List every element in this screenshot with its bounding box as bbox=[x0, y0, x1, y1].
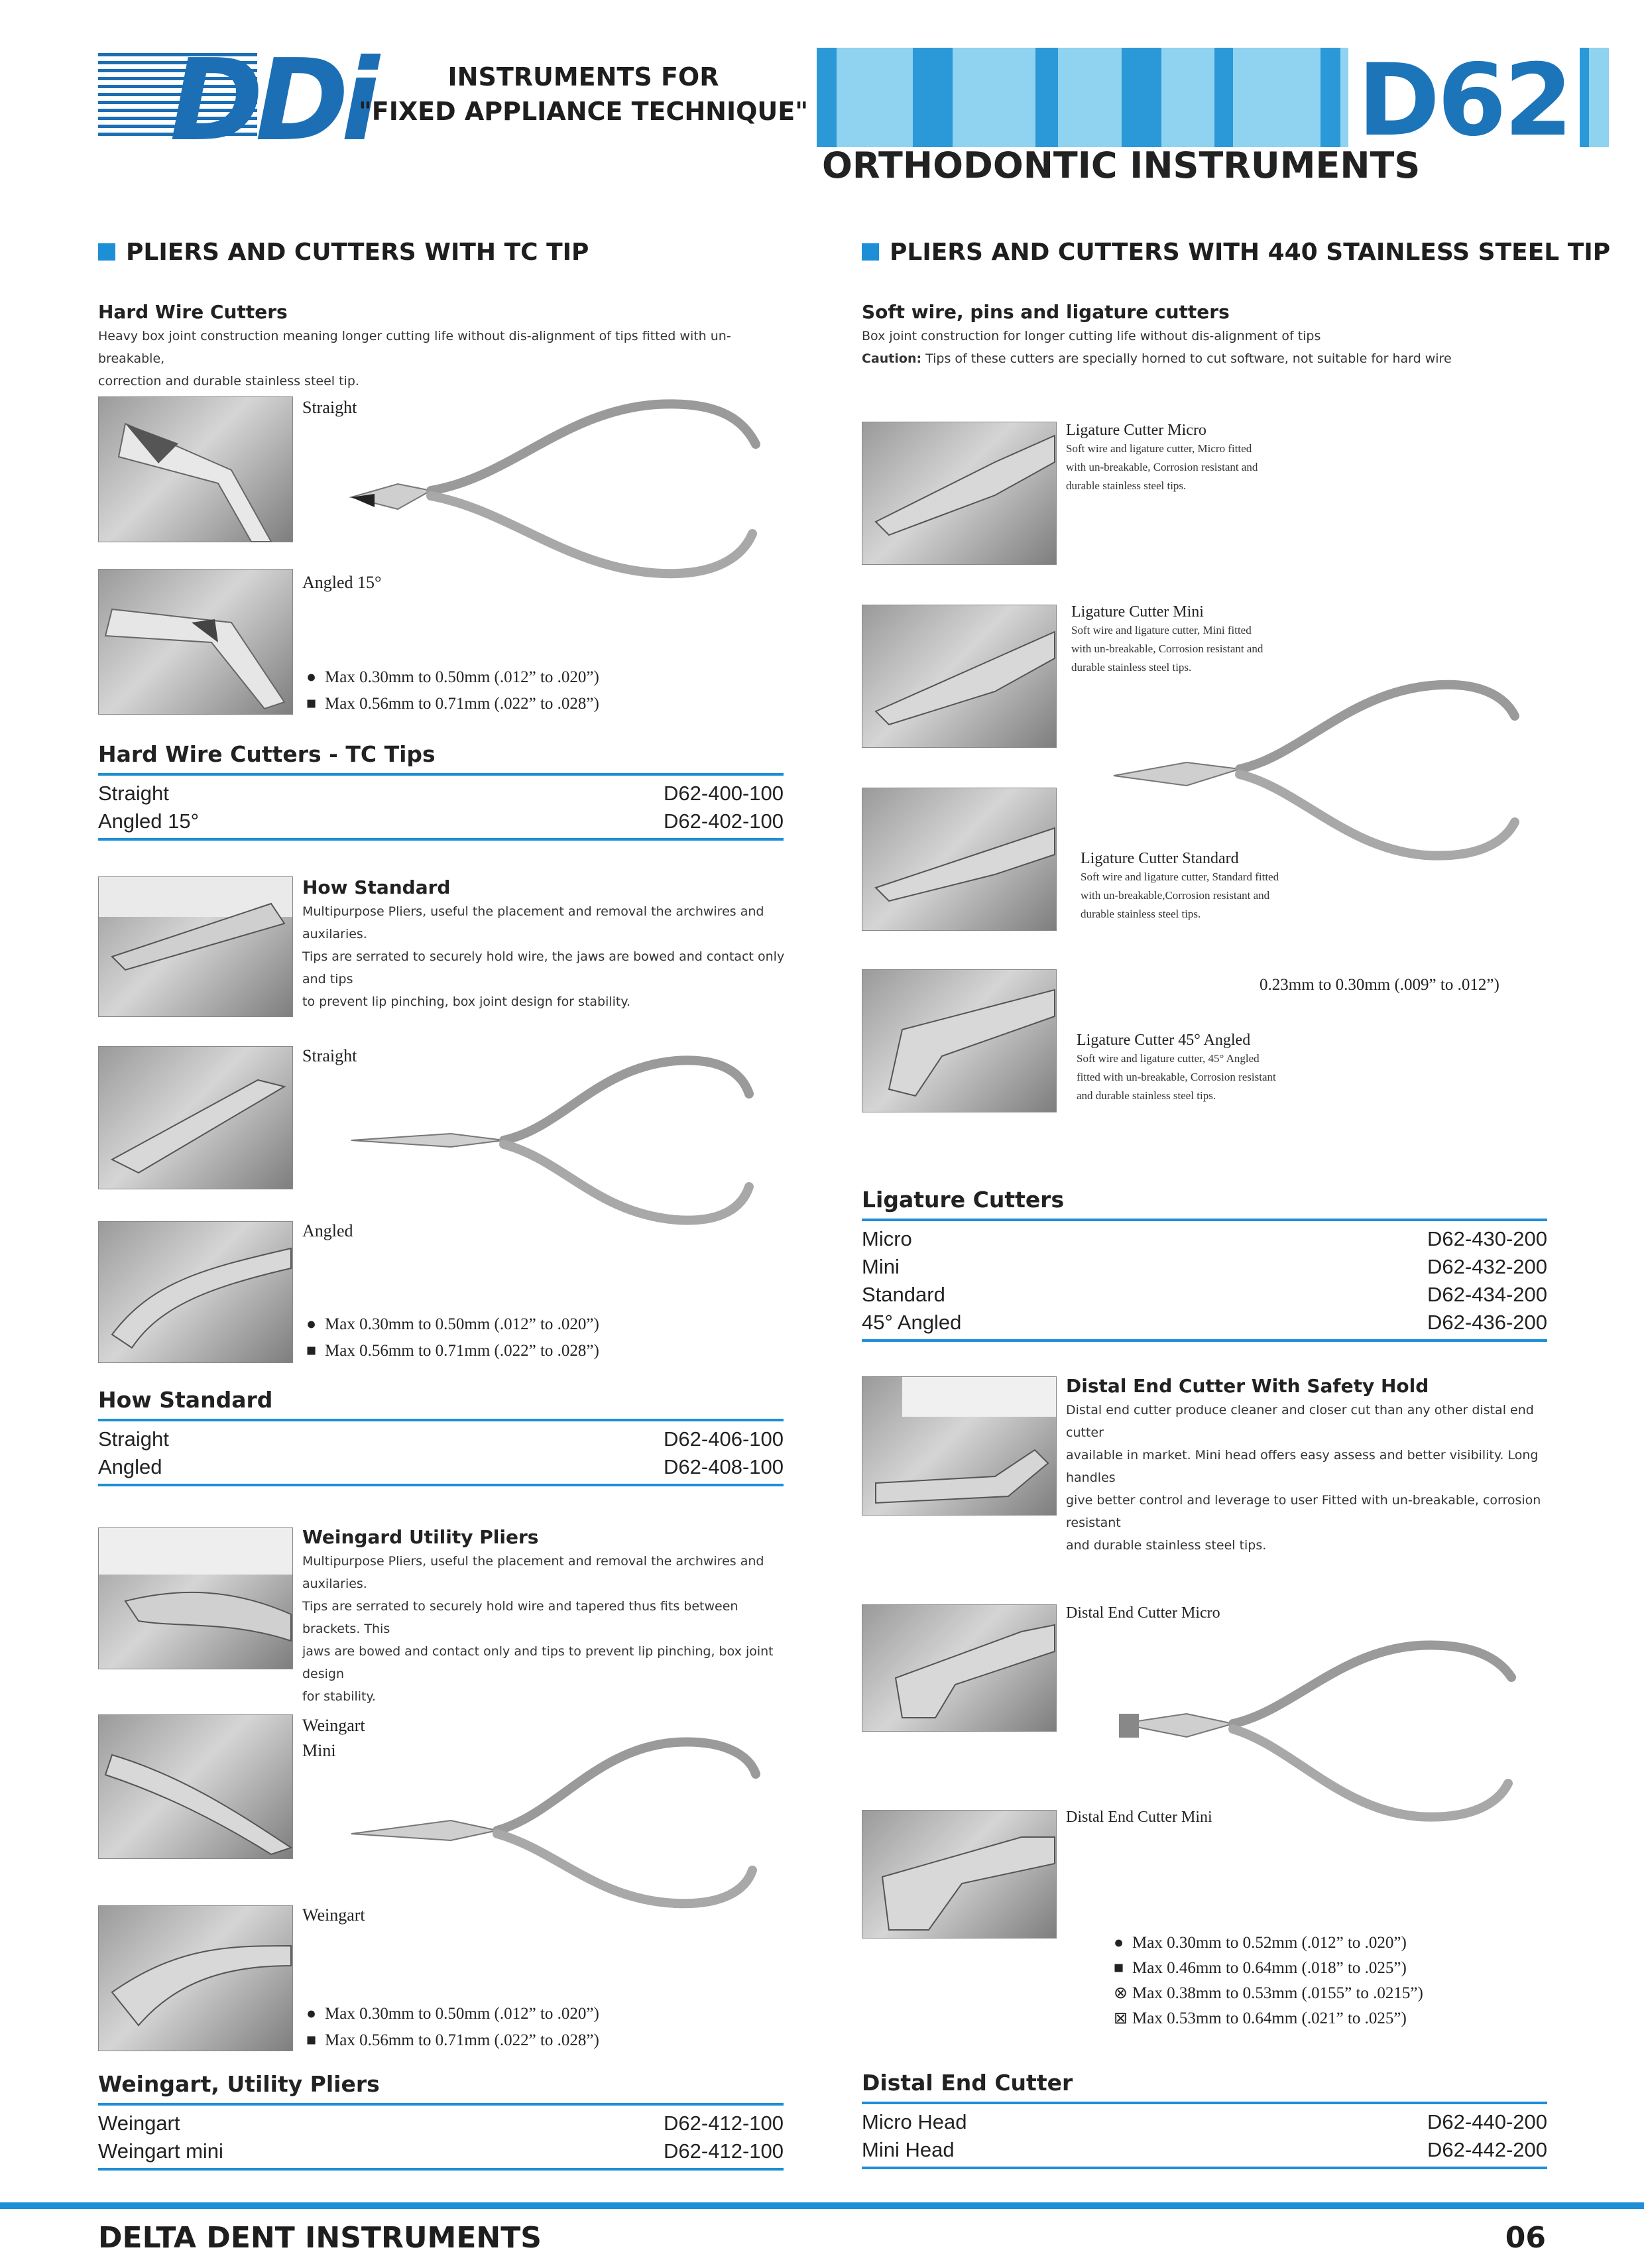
row-name: Mini Head bbox=[862, 2138, 955, 2161]
heading-line-2: "FIXED APPLIANCE TECHNIQUE" bbox=[358, 97, 809, 126]
row-name: 45° Angled bbox=[862, 1311, 962, 1334]
how-table bbox=[98, 1419, 784, 1486]
header-stripe-band bbox=[817, 43, 1609, 158]
circle-bullet-icon: ● bbox=[306, 2005, 317, 2023]
left-section-title bbox=[98, 239, 589, 266]
desc-line: Tips are serrated to securely hold wire, the jaws are bowed and contact only and tips bbox=[302, 949, 785, 986]
cutter-closeup-icon bbox=[862, 1605, 1056, 1731]
row-code: D62-430-200 bbox=[1427, 1227, 1547, 1250]
caution-label: Caution: bbox=[862, 351, 922, 366]
ligature-micro-photo bbox=[862, 422, 1057, 565]
spec-line bbox=[1114, 1931, 1423, 1956]
circle-bullet-icon: ● bbox=[306, 1315, 317, 1333]
weingart-title: Weingard Utility Pliers bbox=[302, 1526, 539, 1548]
table-row bbox=[98, 1453, 784, 1481]
desc-line: Distal end cutter produce cleaner and closer cut than any other distal end cutter bbox=[1066, 1403, 1534, 1440]
weingart-plier-image bbox=[345, 1734, 795, 1907]
ligature-range: 0.23mm to 0.30mm (.009” to .012”) bbox=[1260, 976, 1499, 994]
stripe bbox=[1122, 48, 1161, 147]
hard-wire-specs bbox=[306, 664, 599, 717]
row-code: D62-440-200 bbox=[1427, 2110, 1547, 2133]
spec-text: Max 0.38mm to 0.53mm (.0155” to .0215”) bbox=[1132, 1984, 1423, 2002]
weingart-photo bbox=[98, 1527, 293, 1669]
square-bullet-icon: ■ bbox=[306, 2031, 317, 2049]
cutter-plier-icon bbox=[345, 398, 795, 577]
weingart-table-title: Weingart, Utility Pliers bbox=[98, 2071, 380, 2097]
caption-straight: Straight bbox=[302, 398, 357, 417]
mini-desc: with un-breakable, Corrosion resistant and bbox=[1071, 642, 1263, 655]
ligature-mini-info bbox=[1071, 603, 1336, 677]
spec-text: Max 0.46mm to 0.64mm (.018” to .025”) bbox=[1132, 1959, 1407, 1977]
mini-title: Ligature Cutter Mini bbox=[1071, 603, 1204, 621]
table-row bbox=[862, 1253, 1547, 1281]
desc-line: available in market. Mini head offers easy assess and better visibility. Long handles bbox=[1066, 1448, 1539, 1485]
how-plier-icon bbox=[345, 1054, 795, 1226]
standard-desc: Soft wire and ligature cutter, Standard fitted bbox=[1081, 870, 1279, 883]
table-row bbox=[862, 1309, 1547, 1337]
standard-title: Ligature Cutter Standard bbox=[1081, 850, 1239, 867]
plier-closeup-icon bbox=[99, 569, 292, 714]
ddi-logo bbox=[98, 35, 372, 166]
how-plier-image bbox=[345, 1054, 795, 1226]
spec-text: Max 0.56mm to 0.71mm (.022” to .028”) bbox=[325, 695, 599, 713]
row-code: D62-412-100 bbox=[664, 2112, 784, 2135]
mini-desc: durable stainless steel tips. bbox=[1071, 661, 1192, 674]
cutter-closeup-icon bbox=[862, 1811, 1056, 1938]
page-number: 06 bbox=[1505, 2221, 1546, 2255]
caption-line: Weingart bbox=[302, 1716, 365, 1735]
plier-closeup-icon bbox=[99, 1047, 292, 1189]
square-x-bullet-icon: ⊠ bbox=[1114, 2009, 1128, 2027]
angled-desc: fitted with un-breakable, Corrosion resistant bbox=[1077, 1071, 1276, 1083]
stripe bbox=[1035, 48, 1058, 147]
circle-x-bullet-icon: ⊗ bbox=[1114, 1984, 1128, 2002]
desc-line: Tips are serrated to securely hold wire and tapered thus fits between brackets. This bbox=[302, 1599, 738, 1636]
spec-text: Max 0.30mm to 0.50mm (.012” to .020”) bbox=[325, 2005, 599, 2023]
spec-text: Max 0.30mm to 0.50mm (.012” to .020”) bbox=[325, 668, 599, 686]
micro-desc: durable stainless steel tips. bbox=[1066, 479, 1187, 492]
caution-line bbox=[862, 347, 1558, 370]
row-code: D62-406-100 bbox=[664, 1427, 784, 1451]
caption-distal-micro: Distal End Cutter Micro bbox=[1066, 1604, 1220, 1622]
distal-micro-photo bbox=[862, 1604, 1057, 1732]
catalog-subtitle: ORTHODONTIC INSTRUMENTS bbox=[822, 145, 1421, 186]
table-row bbox=[862, 2136, 1547, 2164]
circle-bullet-icon: ● bbox=[1114, 1934, 1124, 1952]
table-row bbox=[862, 1281, 1547, 1309]
plier-closeup-icon bbox=[99, 1222, 292, 1362]
code-box bbox=[1348, 42, 1580, 159]
angled-desc: and durable stainless steel tips. bbox=[1077, 1089, 1216, 1102]
desc-line: Box joint construction for longer cutting life without dis-alignment of tips bbox=[862, 329, 1321, 343]
spec-text: Max 0.53mm to 0.64mm (.021” to .025”) bbox=[1132, 2009, 1407, 2027]
footer-company: DELTA DENT INSTRUMENTS bbox=[98, 2221, 542, 2255]
spec-line bbox=[1114, 1956, 1423, 1981]
weingart-table bbox=[98, 2103, 784, 2171]
hard-wire-straight-photo bbox=[98, 396, 293, 542]
row-code: D62-432-200 bbox=[1427, 1255, 1547, 1278]
square-bullet-icon: ■ bbox=[1114, 1959, 1124, 1977]
ligature-mini-photo bbox=[862, 605, 1057, 748]
plier-closeup-icon bbox=[99, 1715, 292, 1858]
desc-line: Multipurpose Pliers, useful the placement and removal the archwires and auxilaries. bbox=[302, 904, 764, 941]
row-name: Angled 15° bbox=[98, 809, 200, 833]
desc-line: and durable stainless steel tips. bbox=[1066, 1538, 1267, 1553]
how-angled-photo bbox=[98, 1221, 293, 1363]
distal-table bbox=[862, 2102, 1547, 2169]
row-name: Straight bbox=[98, 782, 169, 805]
plier-closeup-icon bbox=[99, 1906, 292, 2051]
ligature-cutter-icon bbox=[1107, 670, 1558, 868]
weingart-specs bbox=[306, 2001, 599, 2054]
hard-wire-table bbox=[98, 773, 784, 841]
caption-distal-mini: Distal End Cutter Mini bbox=[1066, 1809, 1212, 1826]
caption-angled: Angled 15° bbox=[302, 573, 382, 592]
desc-line: correction and durable stainless steel tip. bbox=[98, 374, 359, 388]
distal-description bbox=[1066, 1399, 1570, 1557]
row-code: D62-434-200 bbox=[1427, 1283, 1547, 1306]
distal-title: Distal End Cutter With Safety Hold bbox=[1066, 1375, 1429, 1397]
stripe bbox=[1321, 48, 1340, 147]
row-name: Standard bbox=[862, 1283, 945, 1306]
spec-line bbox=[306, 1311, 599, 1338]
spec-line bbox=[306, 691, 599, 717]
table-row bbox=[98, 2110, 784, 2137]
hard-wire-table-title: Hard Wire Cutters - TC Tips bbox=[98, 741, 436, 767]
table-row bbox=[98, 780, 784, 807]
ligature-table bbox=[862, 1219, 1547, 1342]
section-square-icon bbox=[862, 243, 879, 261]
angled-title: Ligature Cutter 45° Angled bbox=[1077, 1032, 1251, 1049]
desc-line: jaws are bowed and contact only and tips to prevent lip pinching, box joint design bbox=[302, 1644, 774, 1681]
plier-in-mouth-icon bbox=[99, 1528, 292, 1669]
square-bullet-icon: ■ bbox=[306, 1342, 317, 1360]
cutter-closeup-icon bbox=[862, 970, 1056, 1112]
stripe bbox=[1214, 48, 1233, 147]
micro-title: Ligature Cutter Micro bbox=[1066, 422, 1206, 439]
ligature-standard-photo bbox=[862, 788, 1057, 931]
ligature-angled-photo bbox=[862, 969, 1057, 1112]
spec-line bbox=[306, 2027, 599, 2054]
desc-line: to prevent lip pinching, box joint design for stability. bbox=[302, 994, 630, 1009]
caption-line: Mini bbox=[302, 1741, 336, 1760]
row-code: D62-402-100 bbox=[664, 809, 784, 833]
row-name: Straight bbox=[98, 1427, 169, 1451]
caption-weingart: Weingart bbox=[302, 1905, 365, 1925]
hard-wire-cutter-image bbox=[345, 398, 795, 577]
standard-desc: durable stainless steel tips. bbox=[1081, 908, 1201, 920]
micro-desc: Soft wire and ligature cutter, Micro fitted bbox=[1066, 442, 1252, 455]
row-code: D62-408-100 bbox=[664, 1455, 784, 1478]
plier-closeup-icon bbox=[99, 397, 292, 542]
row-code: D62-442-200 bbox=[1427, 2138, 1547, 2161]
ligature-standard-info bbox=[1081, 850, 1346, 924]
spec-line bbox=[306, 1338, 599, 1364]
spec-line bbox=[306, 664, 599, 691]
spec-text: Max 0.30mm to 0.52mm (.012” to .020”) bbox=[1132, 1934, 1407, 1952]
plier-in-mouth-icon bbox=[99, 877, 292, 1016]
circle-bullet-icon: ● bbox=[306, 668, 317, 686]
row-name: Angled bbox=[98, 1455, 162, 1478]
distal-photo bbox=[862, 1376, 1057, 1516]
footer-rule bbox=[0, 2202, 1644, 2209]
caption-angled: Angled bbox=[302, 1221, 353, 1240]
section-square-icon bbox=[98, 243, 115, 261]
ddi-logo-mark bbox=[98, 35, 372, 166]
distal-table-title: Distal End Cutter bbox=[862, 2070, 1073, 2096]
distal-mini-photo bbox=[862, 1810, 1057, 1939]
table-row bbox=[98, 1425, 784, 1453]
hard-wire-angled-photo bbox=[98, 569, 293, 715]
caution-text: Tips of these cutters are specially horned to cut software, not suitable for hard wire bbox=[925, 351, 1452, 366]
hard-wire-title: Hard Wire Cutters bbox=[98, 301, 288, 323]
how-table-title: How Standard bbox=[98, 1387, 273, 1413]
weingart-description bbox=[302, 1550, 793, 1708]
row-code: D62-412-100 bbox=[664, 2139, 784, 2163]
ligature-table-title: Ligature Cutters bbox=[862, 1187, 1065, 1213]
weingart-photo-2 bbox=[98, 1905, 293, 2051]
spec-line bbox=[306, 2001, 599, 2027]
cutter-closeup-icon bbox=[862, 605, 1056, 747]
table-row bbox=[862, 1225, 1547, 1253]
how-standard-photo bbox=[98, 876, 293, 1017]
how-title: How Standard bbox=[302, 876, 451, 898]
desc-line: give better control and leverage to user Fitted with un-breakable, corrosion resistant bbox=[1066, 1493, 1541, 1530]
ligature-micro-info bbox=[1066, 422, 1331, 495]
weingart-plier-icon bbox=[345, 1734, 795, 1907]
svg-text:DDi: DDi bbox=[170, 35, 372, 166]
desc-line: Multipurpose Pliers, useful the placement and removal the archwires and auxilaries. bbox=[302, 1554, 764, 1591]
square-bullet-icon: ■ bbox=[306, 695, 317, 713]
heading-line-1: INSTRUMENTS FOR bbox=[447, 62, 719, 91]
table-row bbox=[98, 2137, 784, 2165]
left-section-label: PLIERS AND CUTTERS WITH TC TIP bbox=[126, 239, 589, 266]
catalog-heading bbox=[358, 60, 809, 129]
spec-text: Max 0.56mm to 0.71mm (.022” to .028”) bbox=[325, 2031, 599, 2049]
right-section-label: PLIERS AND CUTTERS WITH 440 STAINLESS STEEL TIP bbox=[890, 239, 1611, 266]
stripe bbox=[817, 48, 837, 147]
distal-cutter-image bbox=[1114, 1638, 1551, 1830]
spec-line bbox=[1114, 2006, 1423, 2031]
row-code: D62-436-200 bbox=[1427, 1311, 1547, 1334]
row-name: Micro bbox=[862, 1227, 912, 1250]
cutter-in-mouth-icon bbox=[862, 1377, 1056, 1515]
distal-specs bbox=[1114, 1931, 1423, 2031]
row-code: D62-400-100 bbox=[664, 782, 784, 805]
stripe bbox=[913, 48, 953, 147]
how-specs bbox=[306, 1311, 599, 1364]
weingart-mini-photo bbox=[98, 1714, 293, 1859]
angled-desc: Soft wire and ligature cutter, 45° Angled bbox=[1077, 1052, 1260, 1065]
table-row bbox=[862, 2108, 1547, 2136]
row-name: Weingart mini bbox=[98, 2139, 223, 2163]
desc-line: for stability. bbox=[302, 1689, 377, 1704]
ligature-angled-info bbox=[1077, 1032, 1342, 1105]
ligature-cutter-image bbox=[1107, 670, 1558, 868]
right-section-title bbox=[862, 239, 1610, 266]
spec-line bbox=[1114, 1981, 1423, 2006]
mini-desc: Soft wire and ligature cutter, Mini fitted bbox=[1071, 624, 1252, 636]
micro-desc: with un-breakable, Corrosion resistant and bbox=[1066, 461, 1258, 473]
hard-wire-description bbox=[98, 325, 794, 392]
row-name: Mini bbox=[862, 1255, 900, 1278]
spec-text: Max 0.56mm to 0.71mm (.022” to .028”) bbox=[325, 1342, 599, 1360]
cutter-closeup-icon bbox=[862, 788, 1056, 930]
row-name: Weingart bbox=[98, 2112, 180, 2135]
catalog-code: D62 bbox=[1357, 43, 1570, 158]
table-row bbox=[98, 807, 784, 835]
ligature-title: Soft wire, pins and ligature cutters bbox=[862, 301, 1230, 323]
cutter-closeup-icon bbox=[862, 422, 1056, 564]
how-description bbox=[302, 900, 793, 1013]
ligature-description bbox=[862, 325, 1558, 370]
standard-desc: with un-breakable,Corrosion resistant and bbox=[1081, 889, 1270, 902]
caption-straight: Straight bbox=[302, 1046, 357, 1065]
spec-text: Max 0.30mm to 0.50mm (.012” to .020”) bbox=[325, 1315, 599, 1333]
how-straight-photo bbox=[98, 1046, 293, 1189]
desc-line: Heavy box joint construction meaning longer cutting life without dis-alignment of tips fitted with un-breakable, bbox=[98, 329, 731, 366]
row-name: Micro Head bbox=[862, 2110, 967, 2133]
distal-cutter-icon bbox=[1114, 1638, 1551, 1830]
